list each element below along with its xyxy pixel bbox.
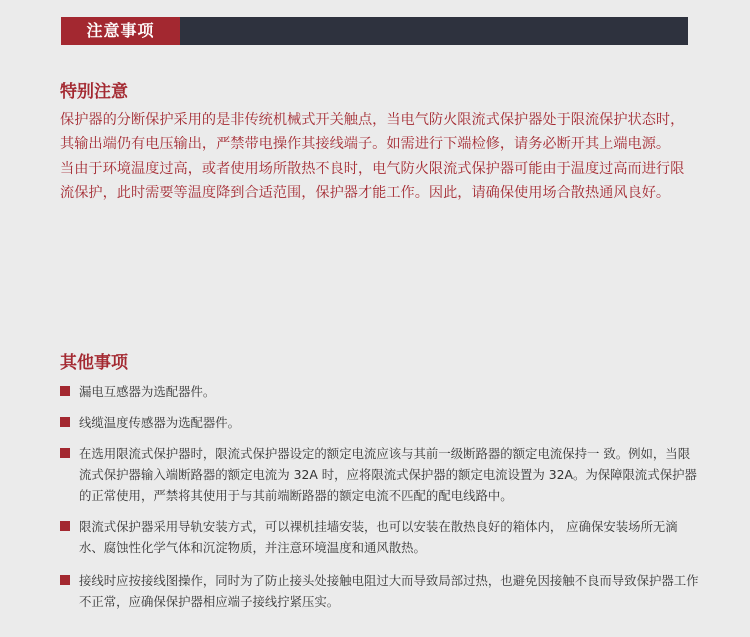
square-bullet-icon [60, 386, 70, 396]
special-notice-body [60, 108, 692, 206]
list-item [60, 516, 700, 558]
header-tab-label: 注意事项 [61, 17, 180, 45]
other-notes-list [60, 381, 700, 612]
list-item-text: 限流式保护器采用导轨安装方式，可以裸机挂墙安装，也可以安装在散热良好的箱体内， 应确保安装场所无滴水、腐蚀性化学气体和沉淀物质，并注意环境温度和通风散热。 [79, 519, 678, 555]
list-item-text: 漏电互感器为选配器件。 [79, 384, 216, 399]
square-bullet-icon [60, 417, 70, 427]
square-bullet-icon [60, 575, 70, 585]
special-notice-title: 特别注意 [60, 82, 128, 102]
section-header-bar [61, 17, 688, 45]
other-notes-title: 其他事项 [60, 353, 128, 373]
square-bullet-icon [60, 521, 70, 531]
list-item [60, 412, 700, 433]
special-paragraph: 保护器的分断保护采用的是非传统机械式开关触点，当电气防火限流式保护器处于限流保护状态时，其输出端仍有电压输出，严禁带电操作其接线端子。如需进行下端检修，请务必断开其上端电源。 [60, 112, 685, 153]
list-item [60, 381, 700, 402]
square-bullet-icon [60, 448, 70, 458]
list-item-text: 接线时应按接线图操作，同时为了防止接头处接触电阻过大而导致局部过热，也避免因接触不良而导致保护器工作不正常，应确保保护器相应端子接线拧紧压实。 [79, 573, 699, 609]
list-item [60, 443, 700, 506]
special-paragraph: 当由于环境温度过高，或者使用场所散热不良时，电气防火限流式保护器可能由于温度过高而进行限流保护，此时需要等温度降到合适范围，保护器才能工作。因此，请确保使用场合散热通风良好。 [60, 160, 685, 202]
list-item-text: 线缆温度传感器为选配器件。 [79, 415, 241, 430]
list-item [60, 570, 700, 612]
list-item-text: 在选用限流式保护器时，限流式保护器设定的额定电流应该与其前一级断路器的额定电流保持一 致。例如，当限流式保护器输入端断路器的额定电流为 32A 时，应将限流式保护器的额定电流设置为 32A。为保障限流式保护器的正常使用，严禁将其使用于与其前端断路器的额定电流不匹配的配电线路中。 [79, 446, 697, 503]
